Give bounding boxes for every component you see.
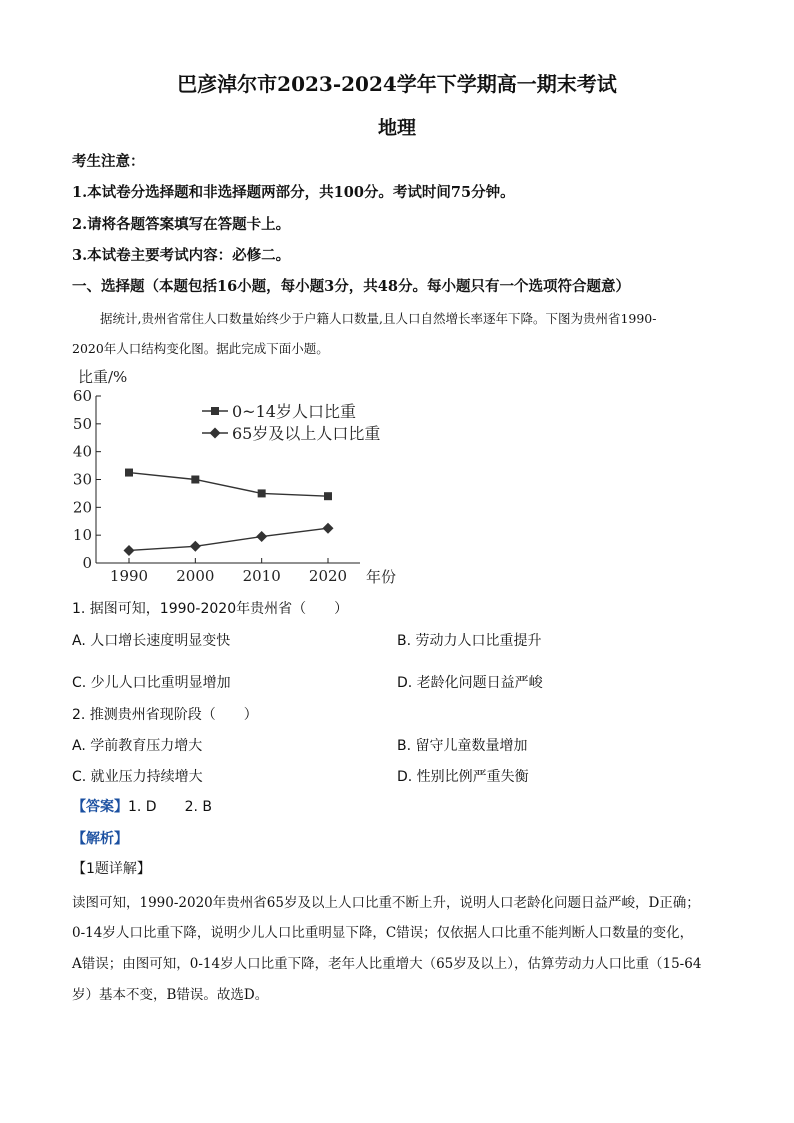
exam-title: 巴彦淖尔市2023-2024学年下学期高一期末考试 <box>177 72 617 96</box>
intro-line-2: 2020年人口结构变化图。据此完成下面小题。 <box>72 341 329 356</box>
detail-line-1: 读图可知，1990-2020年贵州省65岁及以上人口比重不断上升，说明人口老龄化问题日益严峻，D正确； <box>72 895 700 911</box>
question-2-option-b: B. 留守儿童数量增加 <box>397 738 528 754</box>
x-tick-label: 1990 <box>109 567 149 585</box>
legend-label: 0~14岁人口比重 <box>232 402 356 421</box>
data-point-diamond <box>124 545 135 556</box>
data-point-square <box>324 492 332 500</box>
legend-marker-square <box>211 407 219 415</box>
notice-item-1: 1.本试卷分选择题和非选择题两部分，共100分。考试时间75分钟。 <box>72 184 515 201</box>
detail-line-4: 岁）基本不变，B错误。故选D。 <box>72 987 269 1003</box>
notice-heading: 考生注意： <box>72 153 145 170</box>
data-point-diamond <box>256 531 267 542</box>
legend-marker-diamond <box>210 428 221 439</box>
intro-line-1: 据统计,贵州省常住人口数量始终少于户籍人口数量,且人口自然增长率逐年下降。下图为贵州省1990- <box>100 311 657 326</box>
series-line-2 <box>129 528 328 550</box>
question-2-option-a: A. 学前教育压力增大 <box>72 738 203 754</box>
answer-text: 1. D 2. B <box>128 799 212 815</box>
detail-line-3: A错误；由图可知，0-14岁人口比重下降，老年人比重增大（65岁及以上），估算劳动力人口比重（15-64 <box>72 956 702 972</box>
population-structure-chart <box>70 366 410 588</box>
chart-axes <box>73 368 396 586</box>
notice-item-2: 2.请将各题答案填写在答题卡上。 <box>72 216 291 233</box>
section-title: 一、选择题（本题包括16小题，每小题3分，共48分。每小题只有一个选项符合题意） <box>72 278 630 295</box>
y-tick-label: 10 <box>72 526 92 545</box>
y-tick-label: 20 <box>72 498 92 517</box>
chart-legend <box>202 402 380 443</box>
x-tick-label: 2010 <box>242 567 281 585</box>
chart-series <box>124 469 334 556</box>
y-tick-label: 50 <box>72 414 92 433</box>
analysis-label: 【解析】 <box>72 831 128 847</box>
x-tick-label: 2020 <box>308 567 348 585</box>
x-axis-label: 年份 <box>366 568 397 586</box>
data-point-diamond <box>323 523 334 534</box>
question-1-option-b: B. 劳动力人口比重提升 <box>397 633 542 649</box>
notice-item-3: 3.本试卷主要考试内容：必修二。 <box>72 247 291 264</box>
question-1-option-d: D. 老龄化问题日益严峻 <box>397 675 543 691</box>
question-1-option-c: C. 少儿人口比重明显增加 <box>72 675 231 691</box>
data-point-square <box>125 469 133 477</box>
y-tick-label: 40 <box>72 442 92 461</box>
y-axis-label: 比重/% <box>78 368 128 386</box>
exam-subject: 地理 <box>377 117 416 139</box>
data-point-square <box>258 489 266 497</box>
x-tick-label: 2000 <box>176 567 215 585</box>
legend-label: 65岁及以上人口比重 <box>232 424 381 443</box>
detail-label: 【1题详解】 <box>72 861 151 877</box>
question-2-stem: 2. 推测贵州省现阶段（ ） <box>72 707 258 723</box>
question-2-option-d: D. 性别比例严重失衡 <box>397 769 529 785</box>
data-point-square <box>191 476 199 484</box>
question-1-option-a: A. 人口增长速度明显变快 <box>72 633 231 649</box>
answer-label: 【答案】 <box>72 799 128 815</box>
analysis-label-line <box>72 828 128 848</box>
data-point-diamond <box>190 541 201 552</box>
y-tick-label: 30 <box>72 470 92 489</box>
answer-line <box>72 796 212 816</box>
detail-line-2: 0-14岁人口比重下降，说明少儿人口比重明显下降，C错误；仅依据人口比重不能判断人口数量的变化， <box>72 925 694 941</box>
question-2-option-c: C. 就业压力持续增大 <box>72 769 203 785</box>
y-tick-label: 0 <box>82 554 92 572</box>
question-1-stem: 1. 据图可知，1990-2020年贵州省（ ） <box>72 601 349 617</box>
y-tick-label: 60 <box>72 387 92 405</box>
series-line-1 <box>129 473 328 497</box>
